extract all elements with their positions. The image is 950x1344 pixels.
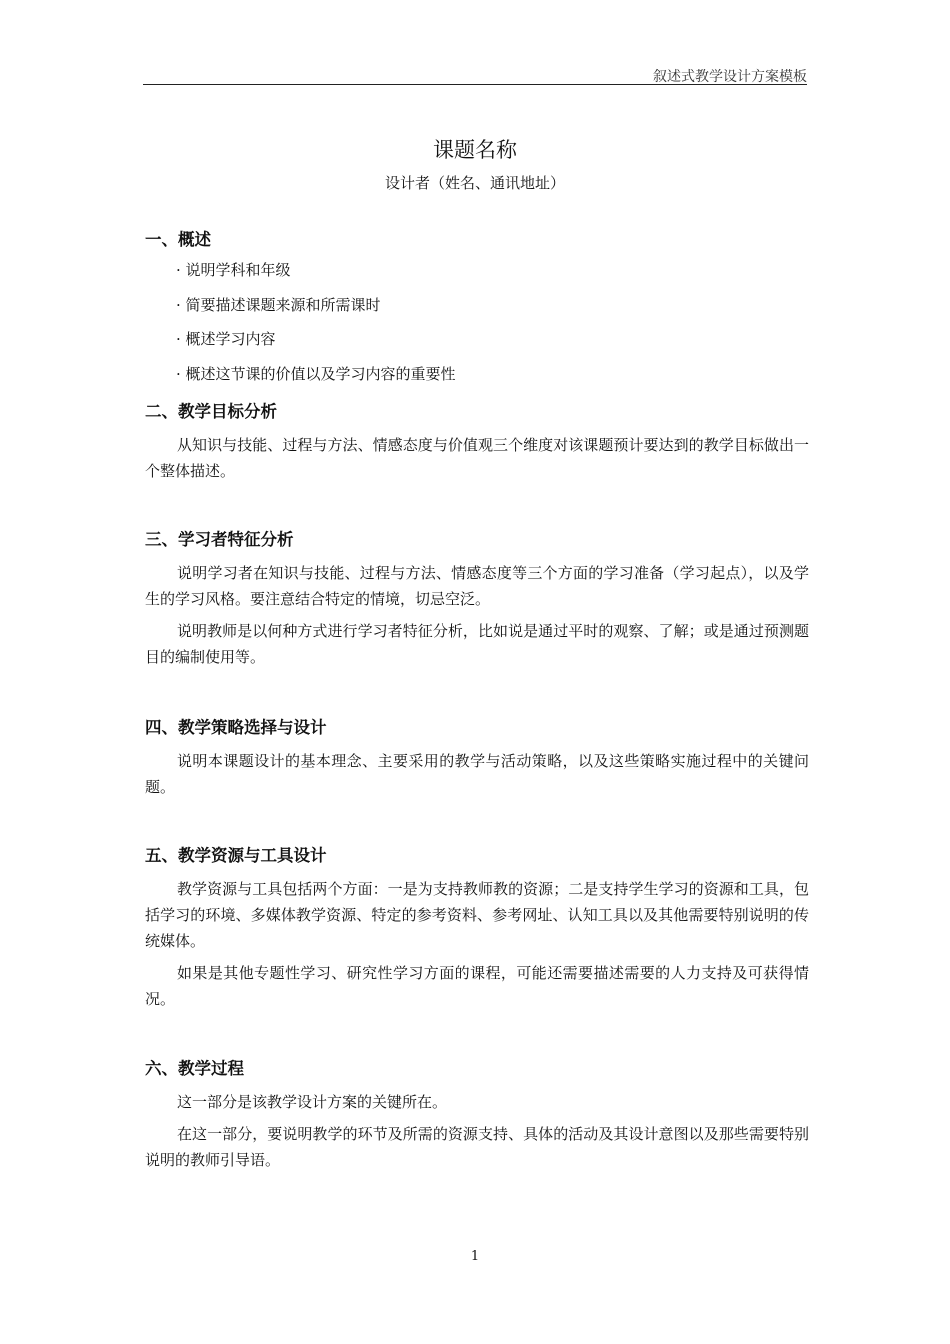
section-learner-analysis: [145, 529, 809, 670]
section-heading: 二、教学目标分析: [145, 402, 277, 421]
bullet-item: · 简要描述课题来源和所需课时: [176, 295, 381, 314]
bullet-item: · 说明学科和年级: [176, 261, 291, 279]
section-strategy: [145, 717, 809, 800]
paragraph: 如果是其他专题性学习、研究性学习方面的课程，可能还需要描述需要的人力支持及可获得情况。: [145, 964, 809, 1008]
header-rule: [143, 84, 807, 85]
page-subtitle: 设计者（姓名、通讯地址）: [384, 174, 565, 192]
paragraph: 这一部分是该教学设计方案的关键所在。: [177, 1093, 448, 1111]
section-heading: 一、概述: [145, 230, 211, 249]
header-text: 叙述式教学设计方案模板: [653, 69, 807, 85]
bullet-list: [145, 260, 809, 385]
page-number: 1: [470, 1249, 480, 1264]
section-resources: [145, 845, 809, 1012]
paragraph: 说明教师是以何种方式进行学习者特征分析，比如说是通过平时的观察、了解；或是通过预测题目的编制使用等。: [145, 622, 809, 666]
section-heading: 六、教学过程: [145, 1059, 244, 1078]
paragraph: 教学资源与工具包括两个方面：一是为支持教师教的资源；二是支持学生学习的资源和工具，包括学习的环境、多媒体教学资源、特定的参考资料、参考网址、认知工具以及其他需要特别说明的传统媒体。: [145, 880, 809, 950]
section-objectives: [145, 401, 809, 484]
page-title: 课题名称: [433, 138, 517, 162]
paragraph: 说明本课题设计的基本理念、主要采用的教学与活动策略，以及这些策略实施过程中的关键问题。: [145, 752, 809, 796]
bullet-item: · 概述学习内容: [176, 330, 276, 348]
section-process: [145, 1058, 809, 1173]
section-overview: [145, 229, 809, 398]
bullet-item: · 概述这节课的价值以及学习内容的重要性: [176, 364, 456, 383]
paragraph: 说明学习者在知识与技能、过程与方法、情感态度等三个方面的学习准备（学习起点），以及学生的学习风格。要注意结合特定的情境，切忌空泛。: [145, 564, 809, 608]
paragraph: 从知识与技能、过程与方法、情感态度与价值观三个维度对该课题预计要达到的教学目标做出一个整体描述。: [145, 436, 809, 480]
paragraph: 在这一部分，要说明教学的环节及所需的资源支持、具体的活动及其设计意图以及那些需要特别说明的教师引导语。: [145, 1125, 809, 1169]
section-heading: 三、学习者特征分析: [145, 530, 294, 549]
section-heading: 四、教学策略选择与设计: [145, 718, 327, 737]
section-heading: 五、教学资源与工具设计: [145, 846, 327, 865]
